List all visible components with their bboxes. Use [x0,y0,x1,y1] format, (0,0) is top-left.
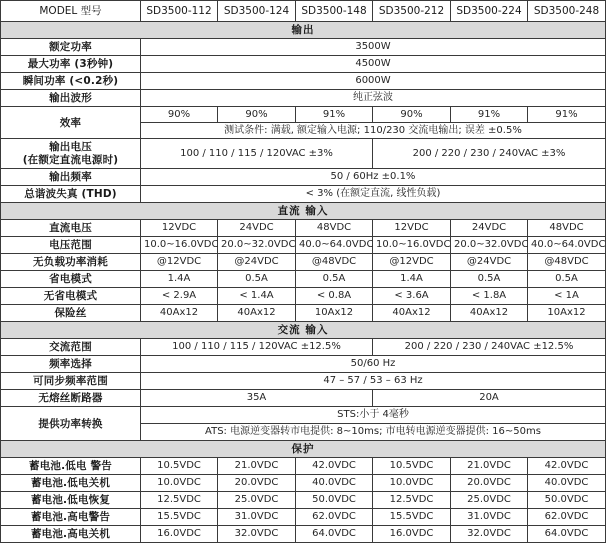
row-value: 16.0VDC [373,526,451,543]
table-row [1,254,606,271]
row-value: 40.0VDC [296,475,373,492]
row-value: 40.0VDC [528,475,606,492]
table-row [1,271,606,288]
row-value: 40Ax12 [141,305,218,322]
row-label: 瞬间功率 (<0.2秒) [1,73,141,90]
row-value: 31.0VDC [451,509,528,526]
row-label-line: (在额定直流电源时) [22,153,119,166]
row-value: 32.0VDC [451,526,528,543]
row-value: 35A [141,390,373,407]
row-value: 15.5VDC [141,509,218,526]
row-value: < 0.8A [296,288,373,305]
row-value: 10.5VDC [373,458,451,475]
row-label: 蓄电池.低电关机 [1,475,141,492]
section-title: 保护 [1,441,606,458]
row-value: 0.5A [218,271,296,288]
row-value: 25.0VDC [451,492,528,509]
row-value: 1.4A [141,271,218,288]
row-value: ATS: 电源逆变器转市电提供: 8~10ms; 市电转电源逆变器提供: 16~50ms [141,424,606,441]
row-value: 32.0VDC [218,526,296,543]
row-value: 40Ax12 [218,305,296,322]
row-value: 90% [141,107,218,123]
row-value: 48VDC [296,220,373,237]
row-label: 总谐波失真 (THD) [1,186,141,203]
section-header-protection [1,441,606,458]
row-label: 蓄电池.高电警告 [1,509,141,526]
row-value: 10.0VDC [373,475,451,492]
row-value: 12.5VDC [373,492,451,509]
row-value: 0.5A [451,271,528,288]
row-value: @48VDC [528,254,606,271]
row-value: @24VDC [218,254,296,271]
row-value: 42.0VDC [296,458,373,475]
model-name: SD3500-112 [141,1,218,22]
table-row [1,492,606,509]
row-label: 效率 [1,107,141,139]
table-row [1,186,606,203]
row-value: 50/60 Hz [141,356,606,373]
model-name: SD3500-124 [218,1,296,22]
row-label: 最大功率 (3秒钟) [1,56,141,73]
row-value: 40.0~64.0VDC [528,237,606,254]
section-header-ac-input [1,322,606,339]
row-value: 64.0VDC [296,526,373,543]
table-row [1,390,606,407]
row-value: 21.0VDC [451,458,528,475]
row-value: 50.0VDC [528,492,606,509]
row-label-line: 输出电压 [49,140,92,153]
table-row [1,509,606,526]
row-label: 直流电压 [1,220,141,237]
section-title: 交流 输入 [1,322,606,339]
table-row [1,73,606,90]
row-value: 50.0VDC [296,492,373,509]
row-value: 纯正弦波 [141,90,606,107]
row-value: 0.5A [296,271,373,288]
row-value: 62.0VDC [528,509,606,526]
row-label: 可同步频率范围 [1,373,141,390]
row-value: 40Ax12 [373,305,451,322]
section-header-dc-input [1,203,606,220]
table-row [1,305,606,322]
row-value: 10Ax12 [528,305,606,322]
row-value: 100 / 110 / 115 / 120VAC ±3% [141,139,373,169]
table-row [1,220,606,237]
row-value: 31.0VDC [218,509,296,526]
row-value: @12VDC [141,254,218,271]
row-value: 40.0~64.0VDC [296,237,373,254]
row-value: 40Ax12 [451,305,528,322]
row-value: 12.5VDC [141,492,218,509]
table-row [1,407,606,424]
row-value: 20.0~32.0VDC [451,237,528,254]
row-label: 蓄电池.低电 警告 [1,458,141,475]
row-value: @12VDC [373,254,451,271]
row-label: 无负载功率消耗 [1,254,141,271]
row-value: 90% [373,107,451,123]
row-value: 20.0~32.0VDC [218,237,296,254]
row-value: 15.5VDC [373,509,451,526]
model-name: SD3500-148 [296,1,373,22]
row-value: STS:小于 4毫秒 [141,407,606,424]
row-label: 蓄电池.低电恢复 [1,492,141,509]
table-row [1,526,606,543]
row-label: 无省电模式 [1,288,141,305]
row-value: 21.0VDC [218,458,296,475]
row-value: @48VDC [296,254,373,271]
row-value: 62.0VDC [296,509,373,526]
row-label: 输出波形 [1,90,141,107]
row-value: 20.0VDC [218,475,296,492]
row-label: 交流范围 [1,339,141,356]
row-value: 24VDC [218,220,296,237]
table-row [1,373,606,390]
row-value: 10.5VDC [141,458,218,475]
header-row [1,1,606,22]
row-value: 6000W [141,73,606,90]
row-value: 25.0VDC [218,492,296,509]
row-value: 47 – 57 / 53 – 63 Hz [141,373,606,390]
row-value: @24VDC [451,254,528,271]
table-row [1,107,606,123]
row-label: 保险丝 [1,305,141,322]
row-value: 1.4A [373,271,451,288]
row-value: 100 / 110 / 115 / 120VAC ±12.5% [141,339,373,356]
section-header-output [1,22,606,39]
row-value: 20.0VDC [451,475,528,492]
row-value: < 3.6A [373,288,451,305]
model-name: SD3500-212 [373,1,451,22]
row-value: 48VDC [528,220,606,237]
row-value: 16.0VDC [141,526,218,543]
row-label: 输出频率 [1,169,141,186]
model-name: SD3500-248 [528,1,606,22]
table-row [1,475,606,492]
table-row [1,39,606,56]
row-label: 频率选择 [1,356,141,373]
row-label: 省电模式 [1,271,141,288]
row-value: 64.0VDC [528,526,606,543]
table-row [1,237,606,254]
row-value: 90% [218,107,296,123]
row-value: 50 / 60Hz ±0.1% [141,169,606,186]
section-title: 直流 输入 [1,203,606,220]
table-row [1,169,606,186]
row-label: 无熔丝断路器 [1,390,141,407]
row-value: 10Ax12 [296,305,373,322]
model-label: MODEL 型号 [1,1,141,22]
table-row [1,339,606,356]
row-value: 10.0~16.0VDC [141,237,218,254]
row-label: 额定功率 [1,39,141,56]
row-value: 20A [373,390,606,407]
row-value: 10.0~16.0VDC [373,237,451,254]
row-label: 蓄电池.高电关机 [1,526,141,543]
row-value: < 1A [528,288,606,305]
row-value: 12VDC [141,220,218,237]
row-value: 4500W [141,56,606,73]
test-condition-note: 测试条件: 满载, 额定输入电源; 110/230 交流电输出; 误差 ±0.5% [141,123,606,139]
table-row [1,90,606,107]
row-value: 24VDC [451,220,528,237]
row-value: 91% [528,107,606,123]
row-value: 200 / 220 / 230 / 240VAC ±12.5% [373,339,606,356]
row-value: 91% [296,107,373,123]
row-value: < 3% (在额定直流, 线性负载) [141,186,606,203]
section-title: 输出 [1,22,606,39]
row-label: 提供功率转换 [1,407,141,441]
row-value: 200 / 220 / 230 / 240VAC ±3% [373,139,606,169]
row-label: 电压范围 [1,237,141,254]
row-value: < 1.8A [451,288,528,305]
table-row [1,356,606,373]
row-value: 42.0VDC [528,458,606,475]
row-value: < 2.9A [141,288,218,305]
table-row [1,56,606,73]
table-row [1,458,606,475]
row-value: 12VDC [373,220,451,237]
row-value: 3500W [141,39,606,56]
row-value: 91% [451,107,528,123]
row-value: < 1.4A [218,288,296,305]
model-name: SD3500-224 [451,1,528,22]
row-value: 0.5A [528,271,606,288]
table-row [1,139,606,169]
table-row [1,288,606,305]
row-label [1,139,141,169]
row-value: 10.0VDC [141,475,218,492]
